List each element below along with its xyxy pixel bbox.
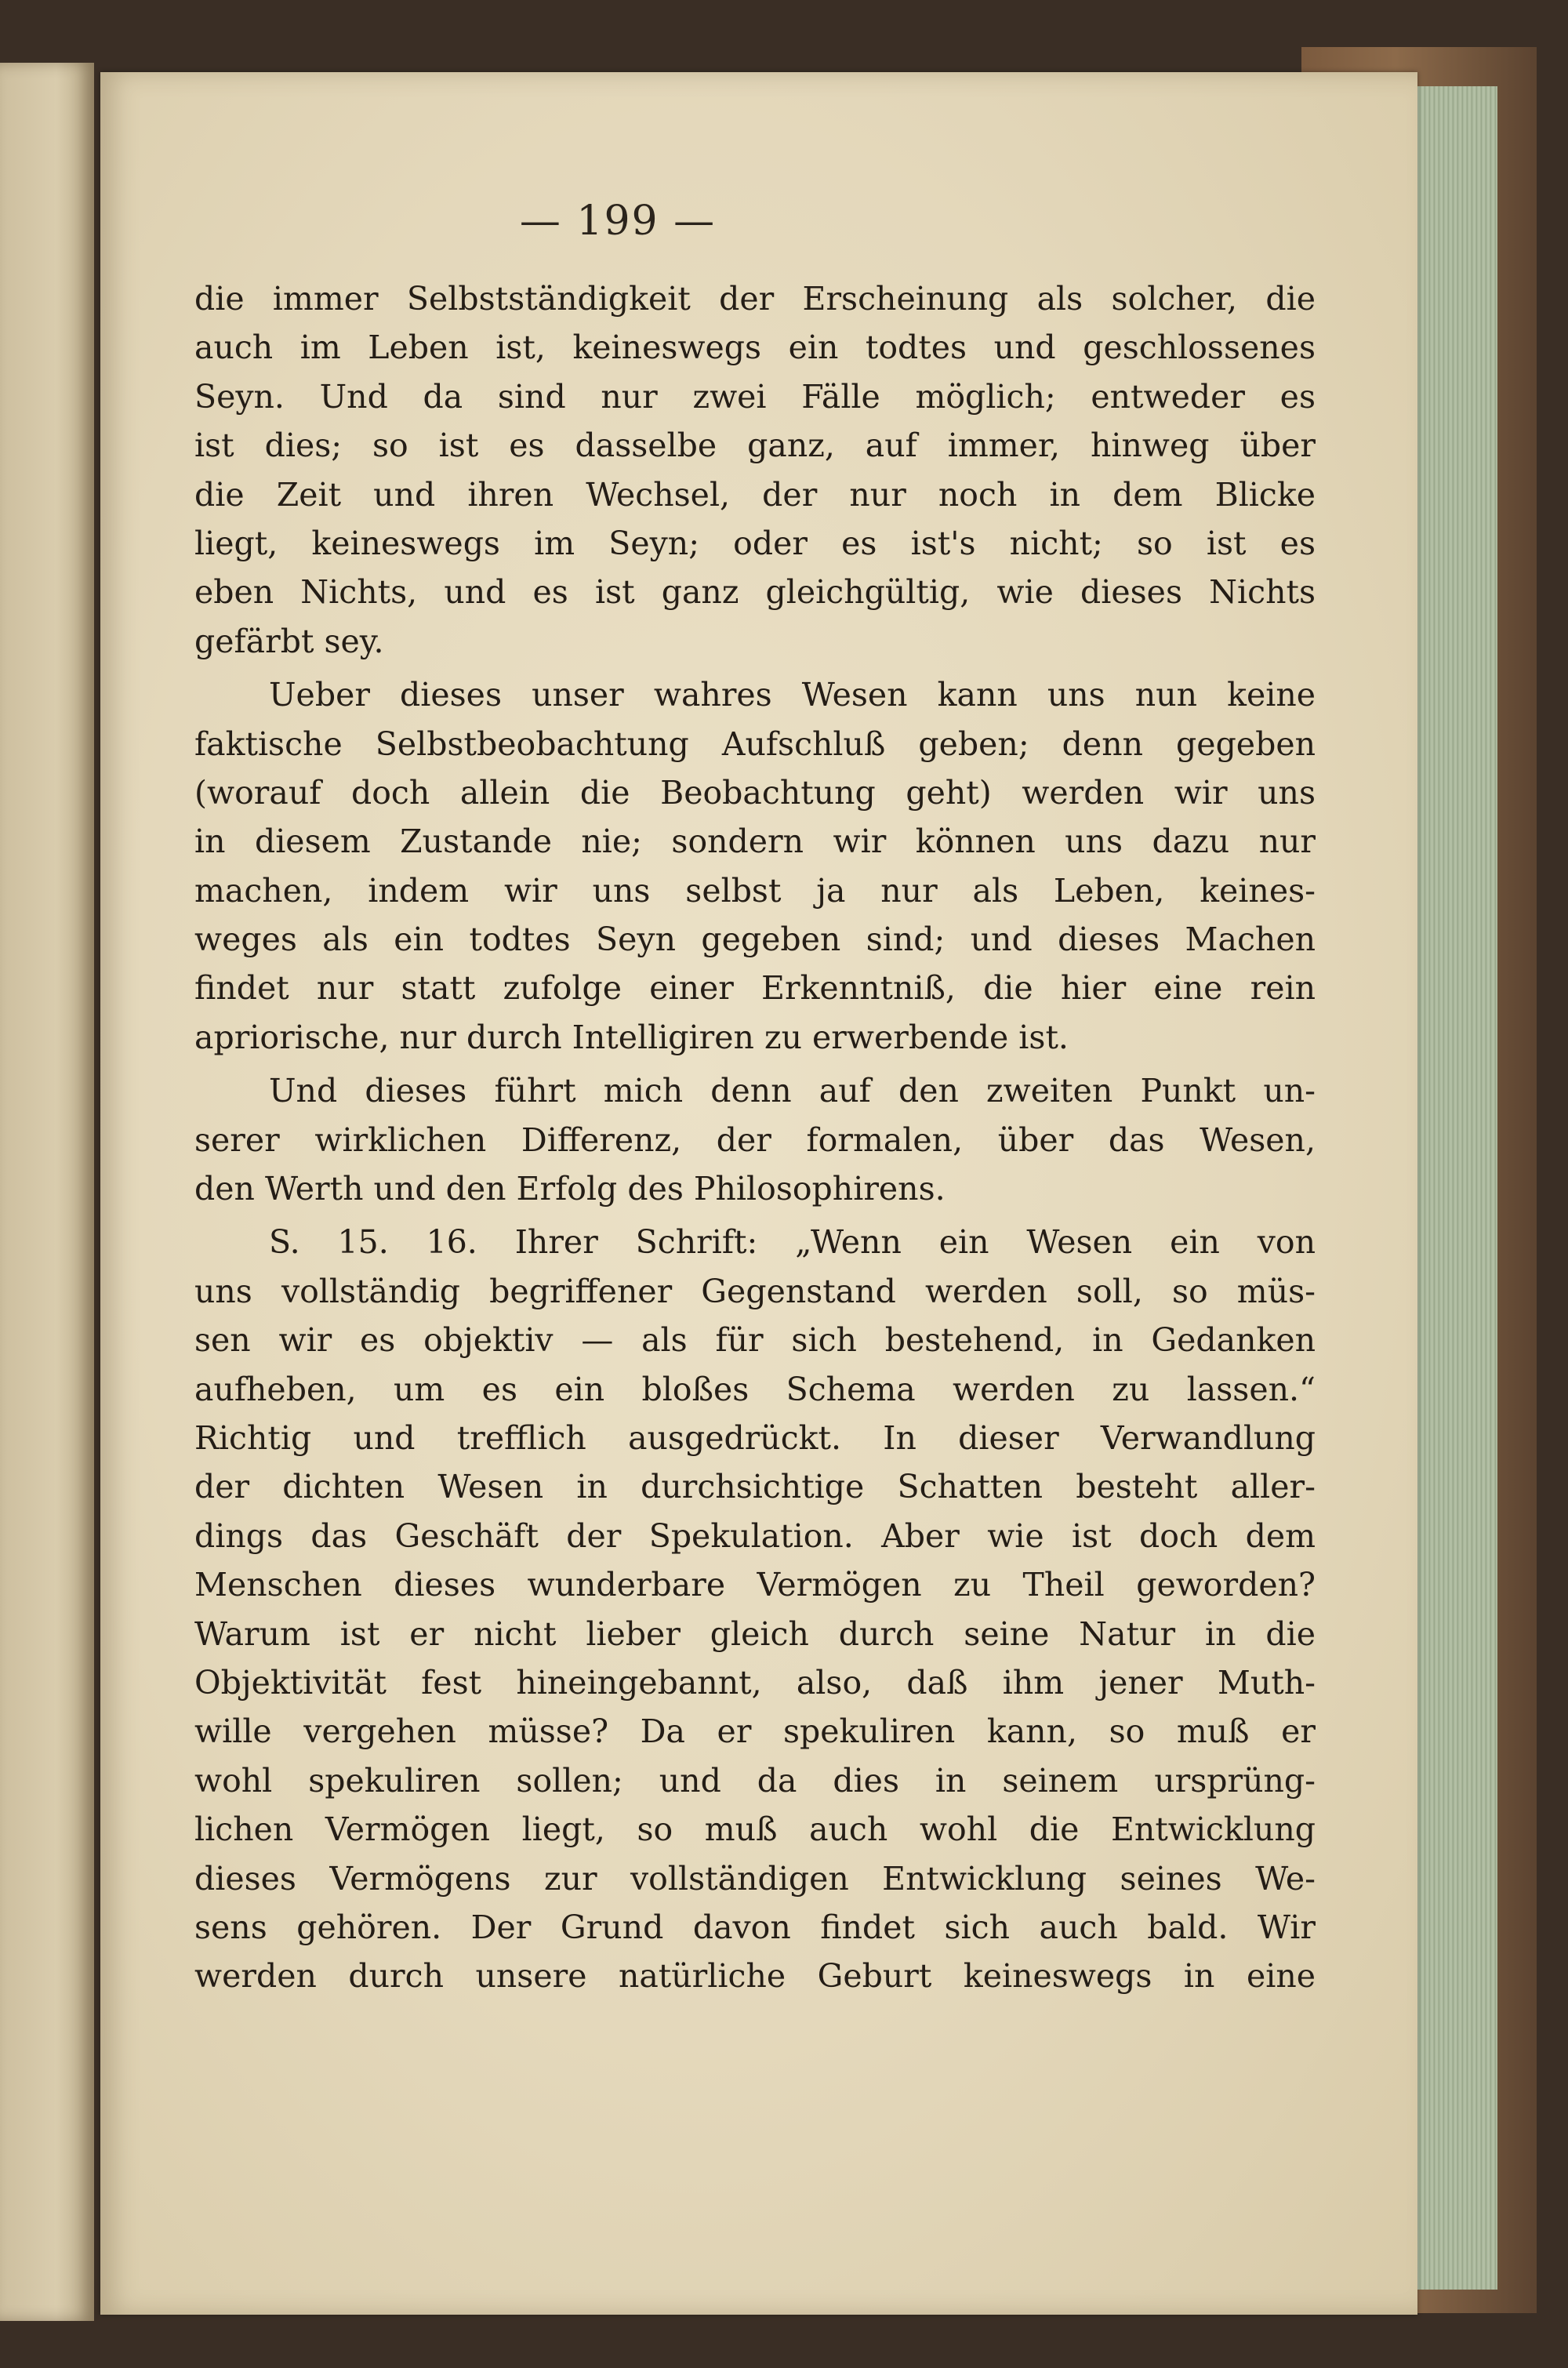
text-line: wohl spekuliren sollen; und da dies in seinem ursprüng- [194,1761,1316,1800]
text-line: machen, indem wir uns selbst ja nur als Leben, keines- [194,871,1316,910]
text-line: (worauf doch allein die Beobachtung geht) werden wir uns [194,773,1316,812]
text-line: Menschen dieses wunderbare Vermögen zu Theil geworden? [194,1566,1316,1604]
page-block-edge [1411,86,1497,2290]
text-line: eben Nichts, und es ist ganz gleichgültig, wie dieses Nichts [194,573,1316,612]
text-line: die immer Selbstständigkeit der Erscheinung als solcher, die [194,280,1316,318]
text-line: Und dieses führt mich denn auf den zweiten Punkt un- [269,1072,1316,1110]
text-line: findet nur statt zufolge einer Erkenntniß, die hier eine rein [194,969,1316,1008]
text-line: serer wirklichen Differenz, der formalen, über das Wesen, [194,1120,1316,1159]
text-line: ist dies; so ist es dasselbe ganz, auf immer, hinweg über [194,427,1316,465]
text-line: uns vollständig begriffener Gegenstand werden soll, so müs- [194,1272,1316,1310]
facing-page-edge [0,63,94,2321]
text-line: werden durch unsere natürliche Geburt keineswegs in eine [194,1957,1316,1996]
text-line: Warum ist er nicht lieber gleich durch seine Natur in die [194,1614,1316,1653]
text-line: apriorische, nur durch Intelligiren zu erwerbende ist. [194,1018,1069,1056]
book-page [100,72,1417,2315]
text-line: Ueber dieses unser wahres Wesen kann uns nun keine [269,676,1316,714]
text-line: Richtig und trefflich ausgedrückt. In dieser Verwandlung [194,1418,1316,1457]
text-line: der dichten Wesen in durchsichtige Schatten besteht aller- [194,1468,1316,1506]
text-line: liegt, keineswegs im Seyn; oder es ist's nicht; so ist es [194,524,1316,562]
text-line: weges als ein todtes Seyn gegeben sind; und dieses Machen [194,921,1316,959]
text-line: in diesem Zustande nie; sondern wir können uns dazu nur [194,823,1316,861]
text-line: auch im Leben ist, keineswegs ein todtes und geschlossenes [194,329,1316,367]
text-line: die Zeit und ihren Wechsel, der nur noch in dem Blicke [194,475,1316,514]
text-line: sen wir es objektiv — als für sich bestehend, in Gedanken [194,1321,1316,1360]
body-text [194,274,1316,2001]
page-number: — 199 — [519,198,717,245]
text-line: dings das Geschäft der Spekulation. Aber wie ist doch dem [194,1516,1316,1555]
text-line: lichen Vermögen liegt, so muß auch wohl die Entwicklung [194,1811,1316,1849]
text-line: Objektivität fest hineingebannt, also, daß ihm jener Muth- [194,1663,1316,1702]
text-line: S. 15. 16. Ihrer Schrift: „Wenn ein Wesen ein von [269,1223,1316,1262]
text-line: dieses Vermögens zur vollständigen Entwicklung seines We- [194,1859,1316,1898]
text-line: faktische Selbstbeobachtung Aufschluß geben; denn gegeben [194,725,1316,763]
text-line: wille vergehen müsse? Da er spekuliren kann, so muß er [194,1712,1316,1751]
text-line: Seyn. Und da sind nur zwei Fälle möglich; entweder es [194,377,1316,416]
text-line: aufheben, um es ein bloßes Schema werden zu lassen.“ [194,1370,1316,1408]
text-line: gefärbt sey. [194,622,384,660]
text-line: den Werth und den Erfolg des Philosophirens. [194,1170,946,1208]
text-line: sens gehören. Der Grund davon findet sich auch bald. Wir [194,1908,1316,1946]
